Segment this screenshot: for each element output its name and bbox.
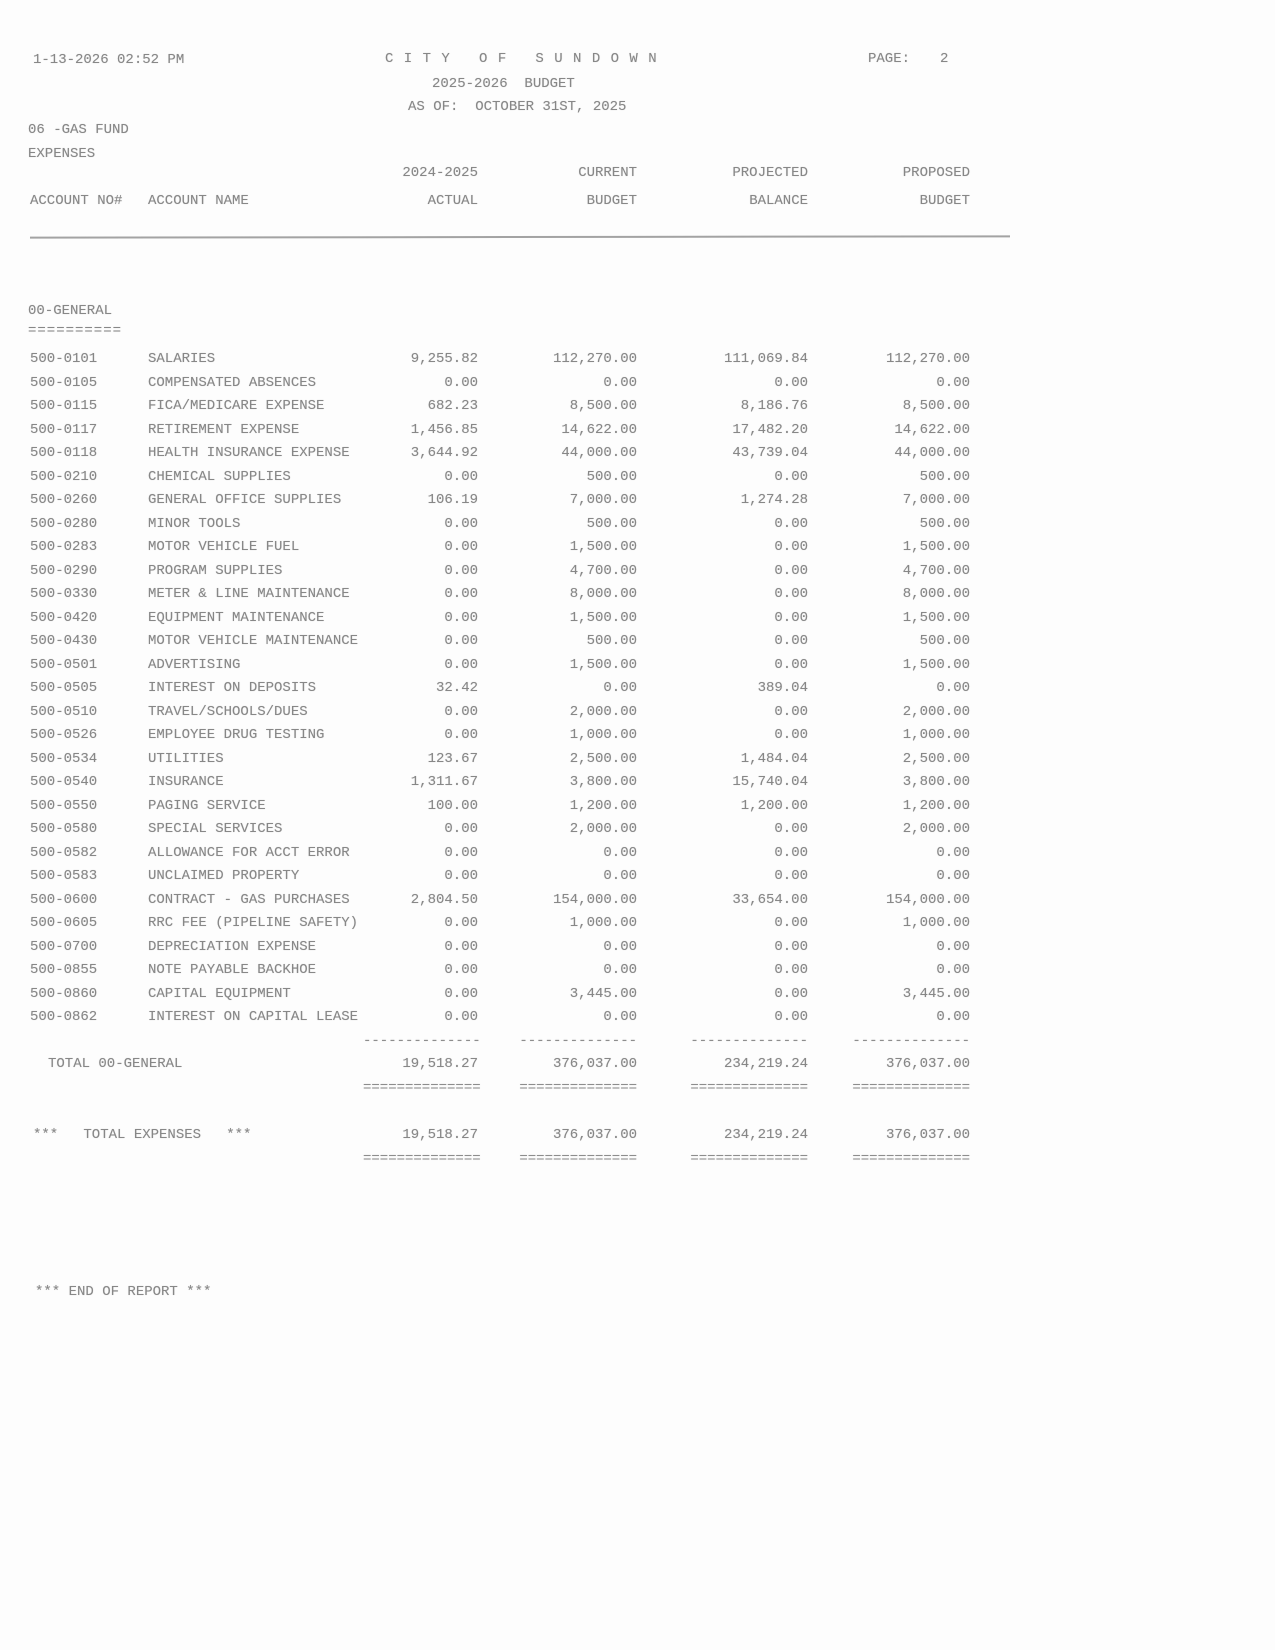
cell-proposed-budget: 1,200.00 [902, 797, 970, 814]
total-actual: 19,518.27 [402, 1056, 478, 1072]
cell-proposed-budget: 0.00 [936, 868, 970, 884]
cell-account-name: GENERAL OFFICE SUPPLIES [148, 492, 342, 508]
table-row [30, 865, 970, 889]
table-row [30, 372, 970, 396]
cell-actual: 3,644.92 [410, 445, 478, 461]
cell-actual: 0.00 [444, 586, 478, 602]
cell-proposed-budget: 14,622.00 [894, 421, 970, 438]
table-row [30, 701, 970, 725]
cell-account-name: UTILITIES [148, 750, 224, 767]
col-header-current: CURRENT [578, 165, 637, 181]
cell-account-name: SPECIAL SERVICES [148, 821, 283, 837]
cell-proposed-budget: 154,000.00 [885, 891, 970, 908]
cell-account-no: 500-0118 [30, 445, 98, 461]
cell-actual: 9,255.82 [410, 351, 478, 367]
cell-account-no: 500-0526 [30, 727, 98, 743]
cell-actual: 100.00 [427, 797, 478, 814]
cell-actual: 0.00 [444, 515, 478, 532]
cell-proposed-budget: 1,500.00 [902, 609, 970, 626]
total-current-budget: 376,037.00 [552, 1127, 637, 1143]
column-header-row-1 [30, 162, 970, 186]
cell-current-budget: 3,445.00 [569, 985, 637, 1002]
col-header-balance: BALANCE [749, 193, 808, 209]
cell-projected-balance: 33,654.00 [732, 891, 808, 908]
cell-proposed-budget: 3,445.00 [902, 985, 970, 1002]
cell-current-budget: 2,000.00 [569, 703, 637, 720]
cell-actual: 0.00 [444, 562, 478, 579]
cell-current-budget: 0.00 [603, 1009, 637, 1025]
spacer-cell [148, 1030, 363, 1054]
column-header-row-2 [30, 190, 970, 214]
report-datetime: 1-13-2026 02:52 PM [33, 52, 185, 68]
spacer-cell [148, 162, 363, 186]
cell-account-name: HEALTH INSURANCE EXPENSE [148, 445, 350, 461]
cell-account-name: INTEREST ON CAPITAL LEASE [148, 1009, 359, 1025]
separator-actual: ============== [363, 1079, 481, 1096]
cell-account-no: 500-0700 [30, 938, 98, 955]
report-subtitle: 2025-2026 BUDGET [432, 76, 575, 92]
cell-projected-balance: 0.00 [774, 821, 808, 837]
total-actual: 19,518.27 [402, 1127, 478, 1143]
cell-account-no: 500-0115 [30, 398, 98, 414]
cell-projected-balance: 0.00 [774, 938, 808, 955]
cell-account-no: 500-0290 [30, 562, 98, 579]
separator-projected: ============== [690, 1150, 808, 1167]
cell-account-no: 500-0534 [30, 750, 98, 767]
cell-current-budget: 0.00 [603, 868, 637, 884]
cell-account-name: CONTRACT - GAS PURCHASES [148, 891, 350, 908]
cell-current-budget: 7,000.00 [569, 492, 637, 508]
cell-account-no: 500-0501 [30, 656, 98, 673]
spacer-cell [30, 162, 148, 186]
cell-current-budget: 0.00 [603, 938, 637, 955]
cell-account-name: EQUIPMENT MAINTENANCE [148, 609, 325, 626]
separator-row [30, 1148, 970, 1172]
cell-proposed-budget: 1,500.00 [902, 539, 970, 555]
cell-actual: 0.00 [444, 868, 478, 884]
cell-proposed-budget: 7,000.00 [902, 492, 970, 508]
cell-account-name: TRAVEL/SCHOOLS/DUES [148, 703, 308, 720]
cell-projected-balance: 0.00 [774, 727, 808, 743]
cell-current-budget: 8,500.00 [569, 398, 637, 414]
table-row [30, 348, 970, 372]
cell-account-no: 500-0605 [30, 915, 98, 931]
cell-account-name: EMPLOYEE DRUG TESTING [148, 727, 325, 743]
cell-account-name: RRC FEE (PIPELINE SAFETY) [148, 915, 359, 931]
col-header-proposed-budget: BUDGET [919, 193, 970, 209]
separator-actual: ============== [363, 1150, 481, 1167]
cell-current-budget: 500.00 [586, 515, 637, 532]
cell-account-name: UNCLAIMED PROPERTY [148, 868, 300, 884]
report-title: C I T Y O F S U N D O W N [385, 51, 658, 67]
cell-proposed-budget: 8,000.00 [902, 586, 970, 602]
cell-account-no: 500-0101 [30, 351, 98, 367]
cell-current-budget: 0.00 [603, 844, 637, 861]
cell-projected-balance: 15,740.04 [732, 774, 808, 790]
cell-current-budget: 500.00 [586, 468, 637, 485]
total-label: *** TOTAL EXPENSES *** [33, 1127, 252, 1143]
table-row [30, 677, 970, 701]
spacer-cell [30, 1148, 148, 1172]
table-row [30, 795, 970, 819]
separator-current: ============== [519, 1079, 637, 1096]
cell-projected-balance: 0.00 [774, 844, 808, 861]
cell-current-budget: 0.00 [603, 680, 637, 696]
table-row [30, 583, 970, 607]
table-row [30, 536, 970, 560]
table-row [30, 1006, 970, 1030]
table-row [30, 442, 970, 466]
cell-actual: 0.00 [444, 821, 478, 837]
cell-account-no: 500-0505 [30, 680, 98, 696]
cell-projected-balance: 0.00 [774, 609, 808, 626]
cell-account-no: 500-0330 [30, 586, 98, 602]
cell-account-name: FICA/MEDICARE EXPENSE [148, 398, 325, 414]
cell-proposed-budget: 4,700.00 [902, 562, 970, 579]
cell-account-name: NOTE PAYABLE BACKHOE [148, 962, 317, 978]
cell-proposed-budget: 1,000.00 [902, 915, 970, 931]
cell-account-no: 500-0430 [30, 633, 98, 649]
cell-account-name: SALARIES [148, 351, 216, 367]
separator-proposed: ============== [852, 1150, 970, 1167]
table-row [30, 912, 970, 936]
table-row [30, 630, 970, 654]
cell-projected-balance: 0.00 [774, 374, 808, 391]
cell-account-name: CHEMICAL SUPPLIES [148, 468, 291, 485]
cell-projected-balance: 0.00 [774, 586, 808, 602]
cell-account-no: 500-0600 [30, 891, 98, 908]
table-row [30, 513, 970, 537]
cell-projected-balance: 43,739.04 [732, 445, 808, 461]
cell-account-no: 500-0117 [30, 421, 98, 438]
cell-account-name: MINOR TOOLS [148, 515, 241, 532]
cell-projected-balance: 8,186.76 [740, 398, 808, 414]
cell-account-no: 500-0855 [30, 962, 98, 978]
spacer-cell [30, 1077, 148, 1101]
cell-actual: 0.00 [444, 727, 478, 743]
cell-proposed-budget: 3,800.00 [902, 774, 970, 790]
cell-projected-balance: 0.00 [774, 633, 808, 649]
cell-account-no: 500-0510 [30, 703, 98, 720]
cell-actual: 0.00 [444, 539, 478, 555]
total-projected-balance: 234,219.24 [723, 1056, 808, 1072]
cell-actual: 0.00 [444, 962, 478, 978]
cell-current-budget: 500.00 [586, 633, 637, 649]
col-header-projected: PROJECTED [732, 165, 808, 181]
fund-label: 06 -GAS FUND [28, 122, 129, 138]
cell-account-no: 500-0210 [30, 468, 98, 485]
cell-account-no: 500-0105 [30, 374, 98, 391]
cell-actual: 0.00 [444, 656, 478, 673]
table-row [30, 889, 970, 913]
cell-account-no: 500-0580 [30, 821, 98, 837]
cell-proposed-budget: 0.00 [936, 962, 970, 978]
cell-projected-balance: 1,274.28 [740, 492, 808, 508]
separator-row [30, 1030, 970, 1054]
cell-proposed-budget: 500.00 [919, 515, 970, 532]
cell-projected-balance: 0.00 [774, 1009, 808, 1025]
group-label: 00-GENERAL [28, 303, 113, 319]
cell-projected-balance: 0.00 [774, 656, 808, 673]
cell-current-budget: 1,500.00 [569, 656, 637, 673]
table-row [30, 419, 970, 443]
cell-proposed-budget: 0.00 [936, 844, 970, 861]
cell-account-no: 500-0280 [30, 515, 98, 532]
cell-current-budget: 112,270.00 [552, 351, 637, 367]
cell-projected-balance: 0.00 [774, 468, 808, 485]
col-header-account-no: ACCOUNT NO# [30, 193, 123, 209]
cell-account-no: 500-0420 [30, 609, 98, 626]
cell-proposed-budget: 0.00 [936, 374, 970, 391]
table-row [30, 654, 970, 678]
spacer-cell [148, 1148, 363, 1172]
table-row [30, 489, 970, 513]
cell-account-name: INSURANCE [148, 774, 224, 790]
cell-account-no: 500-0862 [30, 1009, 98, 1025]
cell-actual: 0.00 [444, 633, 478, 649]
cell-projected-balance: 389.04 [757, 680, 808, 696]
cell-account-name: COMPENSATED ABSENCES [148, 374, 317, 391]
table-row [30, 748, 970, 772]
cell-current-budget: 0.00 [603, 962, 637, 978]
cell-actual: 106.19 [427, 492, 478, 508]
total-current-budget: 376,037.00 [552, 1056, 637, 1072]
cell-actual: 0.00 [444, 844, 478, 861]
cell-current-budget: 2,000.00 [569, 821, 637, 837]
cell-projected-balance: 17,482.20 [732, 421, 808, 438]
table-row [30, 724, 970, 748]
cell-current-budget: 1,500.00 [569, 539, 637, 555]
table-row [30, 818, 970, 842]
cell-proposed-budget: 500.00 [919, 633, 970, 649]
cell-current-budget: 14,622.00 [561, 421, 637, 438]
cell-account-name: PROGRAM SUPPLIES [148, 562, 283, 579]
cell-proposed-budget: 2,500.00 [902, 750, 970, 767]
cell-current-budget: 1,200.00 [569, 797, 637, 814]
cell-account-name: RETIREMENT EXPENSE [148, 421, 300, 438]
cell-actual: 1,311.67 [410, 774, 478, 790]
cell-proposed-budget: 2,000.00 [902, 703, 970, 720]
cell-projected-balance: 0.00 [774, 868, 808, 884]
cell-account-name: PAGING SERVICE [148, 797, 266, 814]
cell-current-budget: 154,000.00 [552, 891, 637, 908]
cell-proposed-budget: 112,270.00 [885, 351, 970, 367]
table-row [30, 607, 970, 631]
cell-actual: 1,456.85 [410, 421, 478, 438]
separator-current: ============== [519, 1150, 637, 1167]
cell-actual: 682.23 [427, 398, 478, 414]
cell-projected-balance: 0.00 [774, 985, 808, 1002]
cell-projected-balance: 111,069.84 [723, 351, 808, 367]
separator-projected: -------------- [690, 1032, 808, 1049]
cell-account-name: MOTOR VEHICLE MAINTENANCE [148, 633, 359, 649]
cell-proposed-budget: 0.00 [936, 680, 970, 696]
table-row [30, 395, 970, 419]
cell-proposed-budget: 2,000.00 [902, 821, 970, 837]
cell-actual: 0.00 [444, 985, 478, 1002]
cell-current-budget: 2,500.00 [569, 750, 637, 767]
separator-proposed: ============== [852, 1079, 970, 1096]
cell-actual: 2,804.50 [410, 891, 478, 908]
cell-actual: 32.42 [435, 680, 478, 696]
cell-actual: 123.67 [427, 750, 478, 767]
group-underline: ========== [28, 323, 123, 339]
spacer-cell [30, 1030, 148, 1054]
cell-account-no: 500-0550 [30, 797, 98, 814]
separator-row [30, 1077, 970, 1101]
table-row [30, 771, 970, 795]
cell-actual: 0.00 [444, 374, 478, 391]
separator-proposed: -------------- [852, 1032, 970, 1049]
cell-account-name: METER & LINE MAINTENANCE [148, 586, 350, 602]
cell-account-name: INTEREST ON DEPOSITS [148, 680, 317, 696]
cell-current-budget: 1,500.00 [569, 609, 637, 626]
cell-projected-balance: 1,200.00 [740, 797, 808, 814]
cell-proposed-budget: 0.00 [936, 938, 970, 955]
cell-account-name: ALLOWANCE FOR ACCT ERROR [148, 844, 350, 861]
cell-current-budget: 44,000.00 [561, 445, 637, 461]
cell-actual: 0.00 [444, 915, 478, 931]
cell-current-budget: 1,000.00 [569, 727, 637, 743]
separator-projected: ============== [690, 1079, 808, 1096]
total-row [30, 1124, 970, 1148]
cell-actual: 0.00 [444, 468, 478, 485]
cell-account-name: MOTOR VEHICLE FUEL [148, 539, 300, 555]
total-label: TOTAL 00-GENERAL [48, 1056, 183, 1072]
cell-actual: 0.00 [444, 1009, 478, 1025]
cell-proposed-budget: 8,500.00 [902, 398, 970, 414]
cell-account-no: 500-0540 [30, 774, 98, 790]
total-row [30, 1053, 970, 1077]
blank-spacer [30, 1100, 970, 1124]
col-header-actual: ACTUAL [427, 193, 478, 209]
cell-projected-balance: 0.00 [774, 562, 808, 579]
cell-current-budget: 8,000.00 [569, 586, 637, 602]
page-number: 2 [940, 51, 949, 67]
cell-current-budget: 3,800.00 [569, 774, 637, 790]
cell-projected-balance: 0.00 [774, 539, 808, 555]
cell-actual: 0.00 [444, 609, 478, 626]
cell-proposed-budget: 500.00 [919, 468, 970, 485]
cell-account-name: DEPRECIATION EXPENSE [148, 938, 317, 955]
cell-current-budget: 0.00 [603, 374, 637, 391]
col-header-proposed: PROPOSED [902, 165, 970, 181]
table-row [30, 983, 970, 1007]
cell-account-no: 500-0583 [30, 868, 98, 884]
header-divider-line [30, 235, 1010, 238]
spacer-cell [148, 1077, 363, 1101]
cell-account-no: 500-0860 [30, 985, 98, 1002]
col-header-account-name: ACCOUNT NAME [148, 193, 249, 209]
cell-proposed-budget: 0.00 [936, 1009, 970, 1025]
col-header-current-budget: BUDGET [586, 193, 637, 209]
page-label: PAGE: [868, 51, 911, 67]
end-of-report-label: *** END OF REPORT *** [35, 1284, 212, 1300]
table-body [30, 348, 970, 1171]
cell-current-budget: 1,000.00 [569, 915, 637, 931]
separator-actual: -------------- [363, 1032, 481, 1049]
cell-projected-balance: 1,484.04 [740, 750, 808, 767]
cell-account-name: ADVERTISING [148, 656, 241, 673]
col-header-actual-year: 2024-2025 [402, 165, 478, 181]
cell-projected-balance: 0.00 [774, 962, 808, 978]
cell-proposed-budget: 1,000.00 [902, 727, 970, 743]
table-row [30, 842, 970, 866]
total-proposed-budget: 376,037.00 [885, 1127, 970, 1143]
table-row [30, 560, 970, 584]
total-proposed-budget: 376,037.00 [885, 1056, 970, 1072]
report-as-of: AS OF: OCTOBER 31ST, 2025 [408, 99, 627, 115]
cell-account-name: CAPITAL EQUIPMENT [148, 985, 291, 1002]
cell-current-budget: 4,700.00 [569, 562, 637, 579]
total-projected-balance: 234,219.24 [723, 1127, 808, 1143]
cell-proposed-budget: 1,500.00 [902, 656, 970, 673]
table-row [30, 466, 970, 490]
cell-account-no: 500-0260 [30, 492, 98, 508]
table-row [30, 959, 970, 983]
section-label: EXPENSES [28, 146, 96, 162]
separator-current: -------------- [519, 1032, 637, 1049]
cell-account-no: 500-0582 [30, 844, 98, 861]
cell-projected-balance: 0.00 [774, 915, 808, 931]
cell-actual: 0.00 [444, 938, 478, 955]
cell-projected-balance: 0.00 [774, 515, 808, 532]
cell-account-no: 500-0283 [30, 539, 98, 555]
cell-actual: 0.00 [444, 703, 478, 720]
table-row [30, 936, 970, 960]
cell-projected-balance: 0.00 [774, 703, 808, 720]
cell-proposed-budget: 44,000.00 [894, 445, 970, 461]
